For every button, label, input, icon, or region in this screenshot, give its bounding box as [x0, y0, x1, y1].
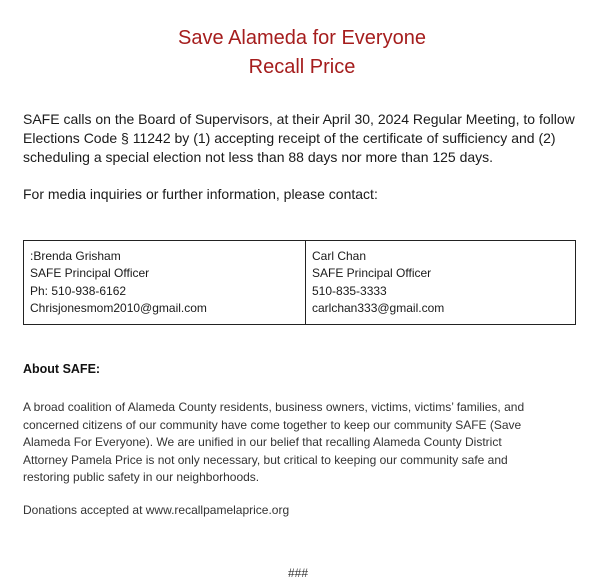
- contact-name: Carl Chan: [312, 249, 367, 263]
- contact-cell: [306, 241, 576, 325]
- title-line-2: Recall Price: [248, 56, 356, 78]
- intro-line: scheduling a special election not less than 88 days nor more than 125 days.: [23, 149, 494, 165]
- contacts-table: [23, 240, 576, 325]
- contact-role: SAFE Principal Officer: [30, 266, 150, 281]
- contact-email: Chrisjonesmom2010@gmail.com: [30, 300, 207, 315]
- contact-email: carlchan333@gmail.com: [312, 300, 445, 315]
- about-line: Attorney Pamela Price is not only necessary, but critical to keeping our community safe and: [23, 452, 508, 467]
- about-line: restoring public safety in our neighborhoods.: [23, 470, 260, 485]
- about-line: Alameda For Everyone). We are unified in our belief that recalling Alameda County District: [23, 435, 502, 450]
- about-line: concerned citizens of our community have come together to keep our community SAFE (Save: [23, 417, 522, 432]
- contact-role: SAFE Principal Officer: [312, 266, 432, 281]
- intro-line: Elections Code § 11242 by (1) accepting receipt of the certificate of sufficiency and (2): [23, 130, 556, 146]
- contact-prompt: For media inquiries or further information, please contact:: [23, 186, 378, 202]
- intro-line: SAFE calls on the Board of Supervisors, at their April 30, 2024 Regular Meeting, to follow: [23, 111, 575, 127]
- contact-phone: 510-835-3333: [312, 283, 387, 298]
- title-line-1: Save Alameda for Everyone: [178, 27, 426, 49]
- contact-name: :Brenda Grisham: [30, 249, 121, 263]
- end-mark: ###: [287, 566, 309, 580]
- contact-cell: [24, 241, 306, 325]
- contact-phone: Ph: 510-938-6162: [30, 283, 127, 298]
- about-heading: About SAFE:: [23, 362, 101, 376]
- about-line: A broad coalition of Alameda County residents, business owners, victims, victims’ families, and: [23, 400, 525, 414]
- donations-text: Donations accepted at www.recallpamelaprice.org: [23, 503, 290, 517]
